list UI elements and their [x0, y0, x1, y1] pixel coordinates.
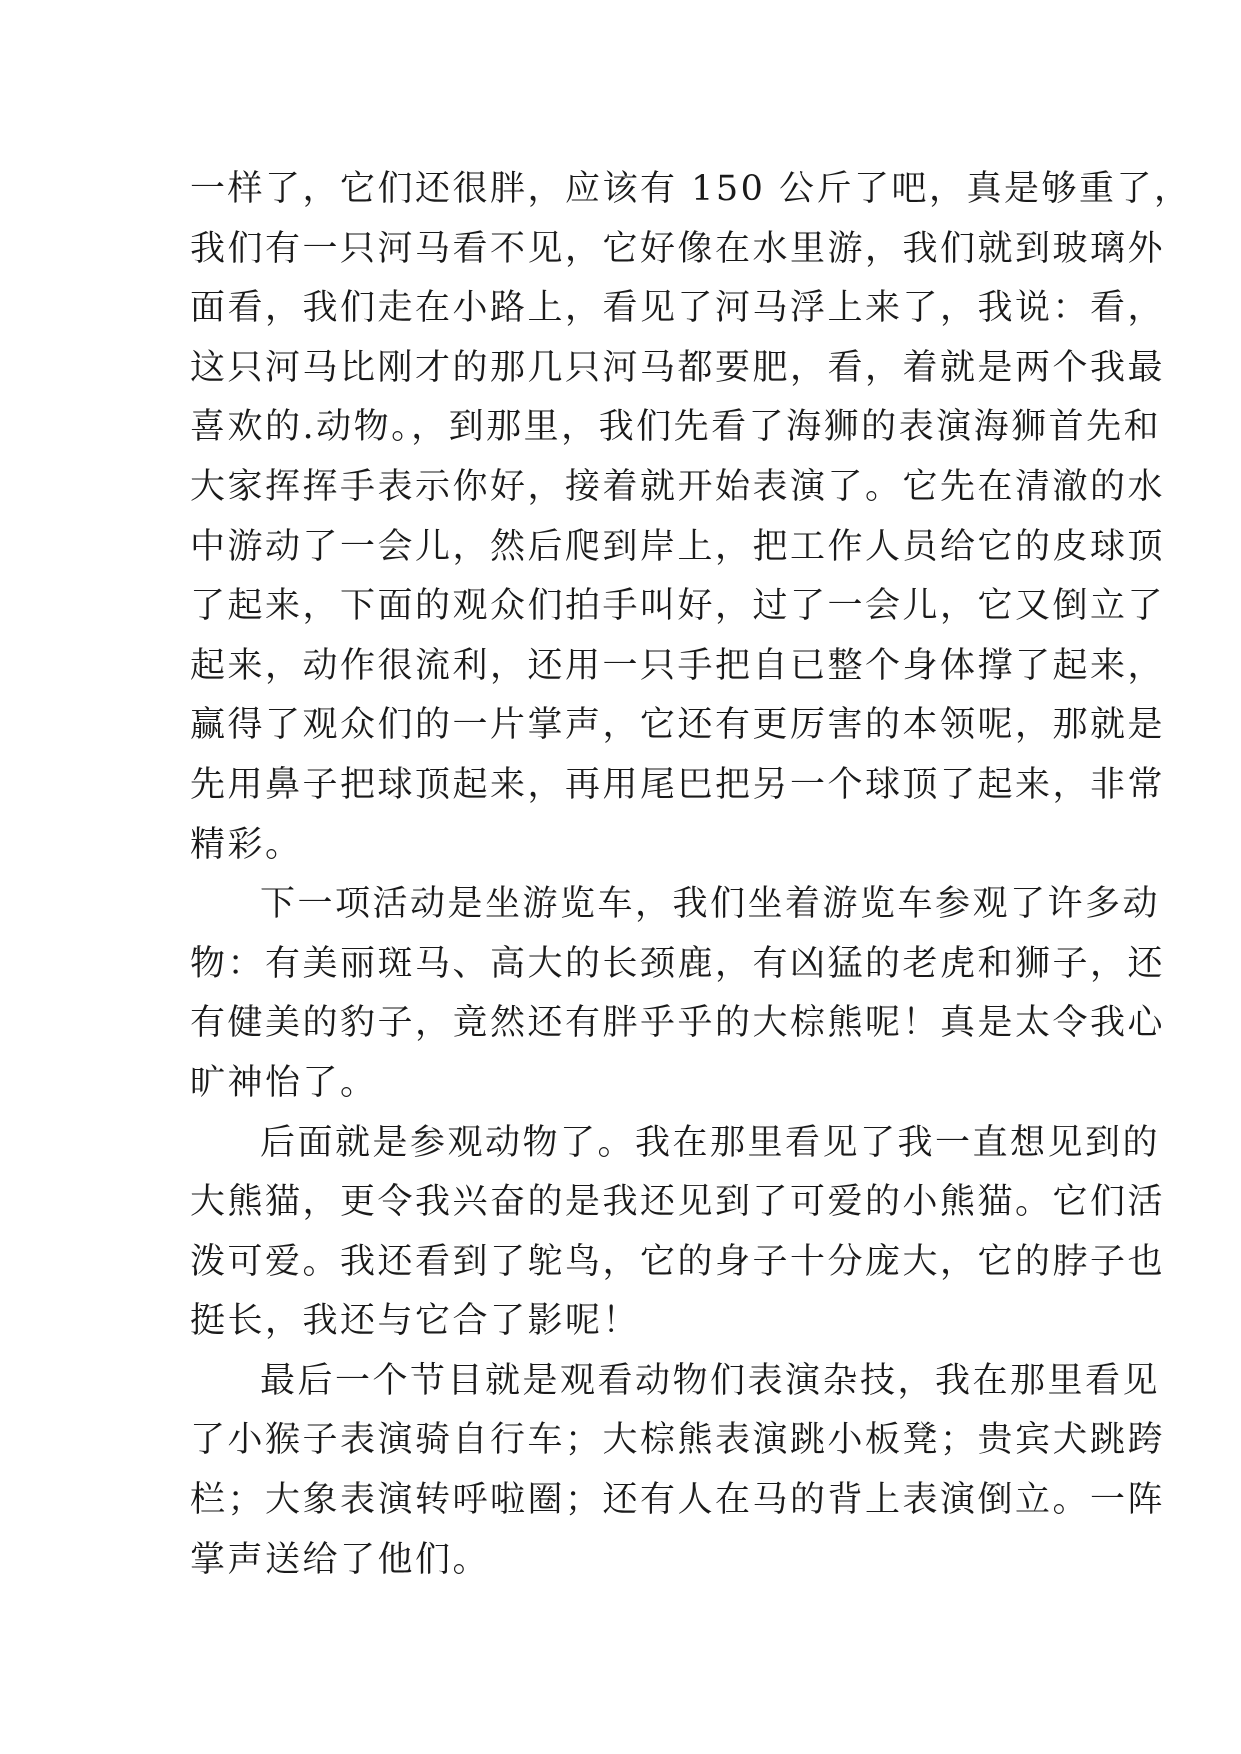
text-line: 挺长，我还与它合了影呢！	[190, 1301, 641, 1342]
text-line: 掌声送给了他们。	[190, 1539, 491, 1580]
text-line: 精彩。	[190, 824, 303, 865]
text-line: 我们有一只河马看不见，它好像在水里游，我们就到玻璃外	[190, 228, 1166, 269]
text-line: 有健美的豹子，竟然还有胖乎乎的大棕熊呢！真是太令我心	[190, 1003, 1166, 1044]
text-line: 了小猴子表演骑自行车；大棕熊表演跳小板凳；贵宾犬跳跨	[190, 1420, 1166, 1461]
text-line: 物：有美丽斑马、高大的长颈鹿，有凶猛的老虎和狮子，还	[190, 943, 1166, 984]
text-line: 起来，动作很流利，还用一只手把自已整个身体撑了起来，	[190, 645, 1166, 686]
paragraph	[190, 1114, 1166, 1352]
text-line: 赢得了观众们的一片掌声，它还有更厉害的本领呢，那就是	[190, 705, 1166, 746]
text-line: 这只河马比刚才的那几只河马都要肥，看，着就是两个我最	[190, 347, 1166, 388]
text-line: 后面就是参观动物了。我在那里看见了我一直想见到的	[260, 1122, 1161, 1163]
text-line: 最后一个节目就是观看动物们表演杂技，我在那里看见	[260, 1360, 1161, 1401]
text-line: 面看，我们走在小路上，看见了河马浮上来了，我说：看，	[190, 288, 1166, 329]
text-line: 了起来，下面的观众们拍手叫好，过了一会儿，它又倒立了	[190, 586, 1166, 627]
text-line: 下一项活动是坐游览车，我们坐着游览车参观了许多动	[260, 884, 1161, 925]
text-line: 中游动了一会儿，然后爬到岸上，把工作人员给它的皮球顶	[190, 526, 1166, 567]
text-line: 栏；大象表演转呼啦圈；还有人在马的背上表演倒立。一阵	[190, 1480, 1166, 1521]
text-line: 泼可爱。我还看到了鸵鸟，它的身子十分庞大，它的脖子也	[190, 1241, 1166, 1282]
paragraph	[190, 1352, 1166, 1590]
paragraph	[190, 875, 1166, 1113]
text-line: 旷神怡了。	[190, 1062, 378, 1103]
document-body	[190, 160, 1192, 1590]
text-line: 大家挥挥手表示你好，接着就开始表演了。它先在清澈的水	[190, 466, 1166, 507]
text-line: 一样了，它们还很胖，应该有 150 公斤了吧，真是够重了，	[190, 169, 1192, 209]
text-line: 喜欢的.动物。，到那里，我们先看了海狮的表演海狮首先和	[190, 407, 1162, 448]
text-line: 先用鼻子把球顶起来，再用尾巴把另一个球顶了起来，非常	[190, 764, 1166, 805]
text-line: 大熊猫，更令我兴奋的是我还见到了可爱的小熊猫。它们活	[190, 1182, 1166, 1223]
paragraph	[190, 160, 1192, 875]
